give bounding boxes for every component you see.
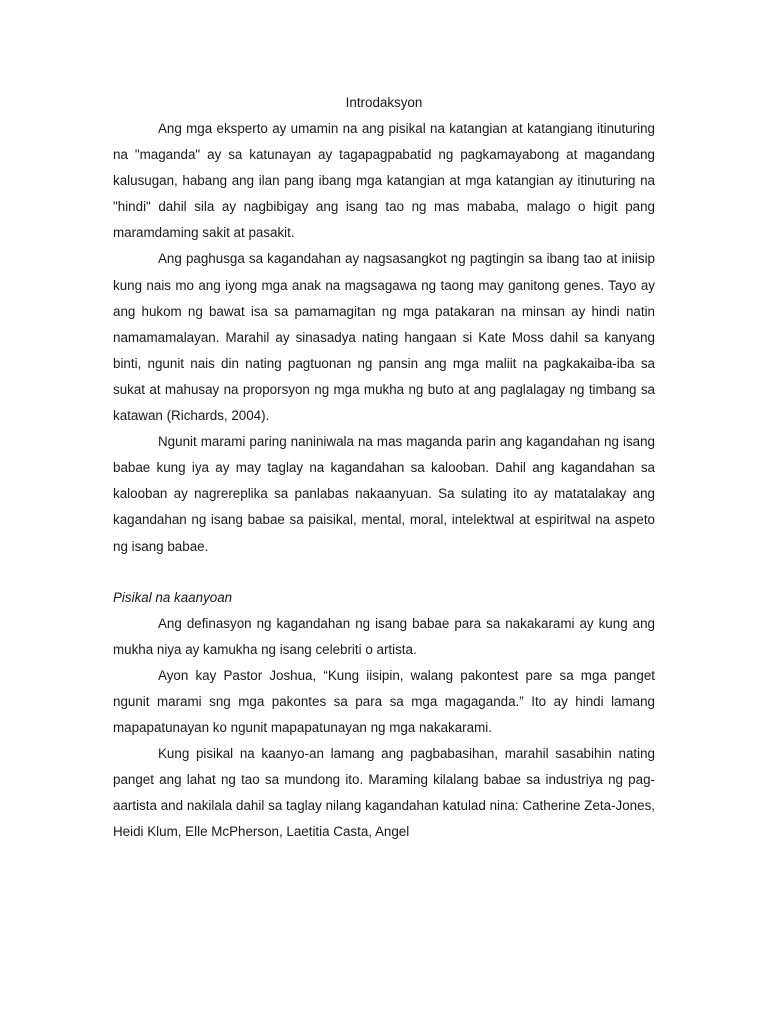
section-paragraph-3: Kung pisikal na kaanyo-an lamang ang pagbabasihan, marahil sasabihin nating panget ang lahat ng tao sa mundong ito. Maraming kilalang babae sa industriya ng pag-aartista and nakilala dahil sa taglay nilang kagandahan katulad nina: Catherine Zeta-Jones, Heidi Klum, Elle McPherson, Laetitia Casta, Angel (113, 746, 655, 840)
document-body (113, 90, 655, 845)
section-paragraph-1: Ang definasyon ng kagandahan ng isang babae para sa nakakarami ay kung ang mukha niya ay kamukha ng isang celebriti o artista. (113, 615, 655, 657)
intro-paragraph-3: Ngunit marami paring naniniwala na mas maganda parin ang kagandahan ng isang babae kung iya ay may taglay na kagandahan sa kalooban. Dahil ang kagandahan sa kalooban ay nagrereplika sa panlabas nakaanyuan. Sa sulating ito ay matatalakay ang kagandahan ng isang babae sa paisikal, mental, moral, intelektwal at espiritwal na aspeto ng isang babae. (113, 434, 655, 554)
document-title: Introdaksyon (345, 95, 423, 110)
intro-paragraph-2: Ang paghusga sa kagandahan ay nagsasangkot ng pagtingin sa ibang tao at iniisip kung nais mo ang iyong mga anak na magsagawa ng taong may ganitong genes. Tayo ay ang hukom ng bawat isa sa pamamagitan ng mga patakaran na minsan ay hindi natin namamamalayan. Marahil ay sinasadya nating hangaan si Kate Moss dahil sa kanyang binti, ngunit nais din nating pagtuonan ng pansin ang mga maliit na pagkakaiba-iba sa sukat at mahusay na proporsyon ng mga mukha ng buto at ang paglalagay ng timbang sa katawan (Richards, 2004). (113, 251, 655, 424)
section-paragraph-2: Ayon kay Pastor Joshua, “Kung iisipin, walang pakontest pare sa mga panget ngunit marami sng mga pakontes sa para sa mga magaganda.” Ito ay hindi lamang mapapatunayan ko ngunit mapapatunayan ng mga nakakarami. (113, 667, 655, 735)
intro-paragraph-1: Ang mga eksperto ay umamin na ang pisikal na katangian at katangiang itinuturing na "maganda" ay sa katunayan ay tagapagpabatid ng pagkamayabong at magandang kalusugan, habang ang ilan pang ibang mga katangian at mga katangian ay itinuturing na "hindi" dahil sila ay nagbibigay ang isang tao ng mas mababa, malago o higit pang maramdaming sakit at pasakit. (113, 121, 655, 241)
section-spacer (113, 560, 655, 585)
section-heading: Pisikal na kaanyoan (113, 589, 233, 605)
